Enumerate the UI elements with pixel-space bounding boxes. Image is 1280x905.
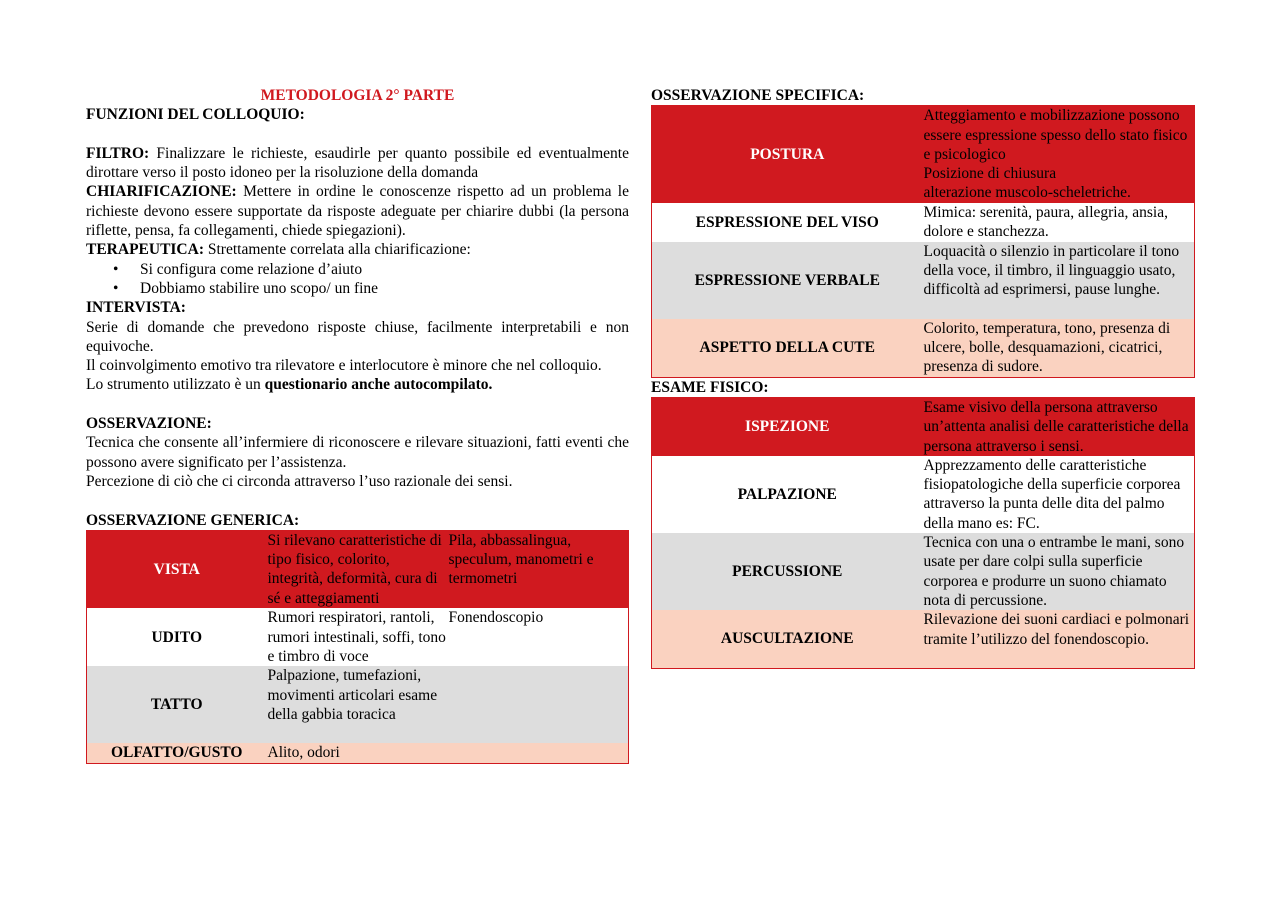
table-row <box>652 533 1195 610</box>
row-tools: Pila, abbassalingua, speculum, manometri e termometri <box>448 530 629 608</box>
specifica-heading: OSSERVAZIONE SPECIFICA: <box>651 87 865 104</box>
bullet-item: • Dobbiamo stabilire uno scopo/ un fine <box>113 279 629 298</box>
row-description: Tecnica con una o entrambe le mani, sono usate per dare colpi sulla superficie corporea e produrre un suono chiamato nota di percussione. <box>923 533 1195 610</box>
chiarificazione-text: Mettere in ordine le conoscenze rispetto ad un problema le richieste devono essere supportate da risposte adeguate per chiarire dubbi (la persona riflette, pensa, fa collegamenti, chiede spiegazioni). <box>86 183 629 240</box>
osservazione-paragraph-1: Tecnica che consente all’infermiere di riconoscere e rilevare situazioni, fatti eventi che possono avere significato per l’assistenza. <box>86 434 629 471</box>
row-tools <box>448 743 629 763</box>
row-description: Colorito, temperatura, tono, presenza di ulcere, bolle, desquamazioni, cicatrici, presenza di sudore. <box>923 319 1195 377</box>
row-description <box>923 106 1195 203</box>
table-row <box>652 106 1195 203</box>
row-label: ESPRESSIONE VERBALE <box>652 242 923 319</box>
table-row <box>87 608 629 666</box>
row-label: VISTA <box>87 530 267 608</box>
row-tools: Fonendoscopio <box>448 608 629 666</box>
table-row <box>652 456 1195 533</box>
intervista-paragraph-2: Il coinvolgimento emotivo tra rilevatore e interlocutore è minore che nel colloquio. <box>86 357 602 375</box>
osservazione-paragraph-2: Percezione di ciò che ci circonda attraverso l’uso razionale dei sensi. <box>86 472 513 490</box>
table-row <box>87 530 629 608</box>
generica-table <box>86 530 629 764</box>
esame-table <box>651 397 1195 669</box>
table-row <box>87 743 629 763</box>
row-description: Rilevazione dei suoni cardiaci e polmonari tramite l’utilizzo del fonendoscopio. <box>923 610 1195 668</box>
filtro-paragraph <box>86 144 629 183</box>
spacer <box>86 491 629 510</box>
esame-heading: ESAME FISICO: <box>651 378 769 396</box>
intervista-p3-text: Lo strumento utilizzato è un <box>86 376 265 394</box>
terapeutica-bullet-list <box>86 260 629 299</box>
row-description: Alito, odori <box>267 743 448 763</box>
row-label: UDITO <box>87 608 267 666</box>
row-label: TATTO <box>87 666 267 743</box>
description-line: Posizione di chiusura <box>923 165 1057 183</box>
description-line: alterazione muscolo-scheletriche. <box>923 184 1131 202</box>
spacer <box>86 395 629 414</box>
terapeutica-paragraph <box>86 240 629 259</box>
filtro-label: FILTRO: <box>86 144 150 162</box>
row-label: OLFATTO/GUSTO <box>87 743 267 763</box>
document-title: METODOLOGIA 2° PARTE <box>260 87 455 104</box>
row-label: ISPEZIONE <box>652 397 923 455</box>
intervista-paragraph-3 <box>86 375 629 394</box>
row-label: POSTURA <box>652 106 923 203</box>
row-description: Rumori respiratori, rantoli, rumori intestinali, soffi, tono e timbro di voce <box>267 609 446 665</box>
row-label: PERCUSSIONE <box>652 533 923 610</box>
filtro-text: Finalizzare le richieste, esaudirle per quanto possibile ed eventualmente dirottare verso il posto idoneo per la risoluzione della domanda <box>86 144 629 182</box>
description-line: Atteggiamento e mobilizzazione possono essere espressione spesso dello stato fisico e psicologico <box>923 107 1188 163</box>
spacer <box>86 125 629 144</box>
row-description: Mimica: serenità, paura, allegria, ansia, dolore e stanchezza. <box>923 203 1195 242</box>
row-label: ESPRESSIONE DEL VISO <box>652 203 923 242</box>
terapeutica-label: TERAPEUTICA: <box>86 241 204 259</box>
intervista-p3-bold: questionario anche autocompilato. <box>264 376 493 394</box>
specifica-table <box>651 105 1195 377</box>
left-column <box>86 86 629 764</box>
table-row <box>652 319 1195 377</box>
table-row <box>87 666 629 743</box>
row-description: Si rilevano caratteristiche di tipo fisico, colorito, integrità, deformità, cura di sé e atteggiamenti <box>267 530 448 608</box>
row-description: Esame visivo della persona attraverso un’attenta analisi delle caratteristiche della persona attraverso i sensi. <box>923 397 1195 455</box>
osservazione-heading: OSSERVAZIONE: <box>86 415 212 433</box>
row-description: Apprezzamento delle caratteristiche fisiopatologiche della superficie corporea attraverso la punta delle dita del palmo della mano es: FC. <box>923 456 1195 533</box>
generica-heading: OSSERVAZIONE GENERICA: <box>86 511 300 529</box>
chiarificazione-paragraph <box>86 182 629 240</box>
row-tools <box>448 666 629 743</box>
colloquio-heading: FUNZIONI DEL COLLOQUIO: <box>86 106 305 124</box>
table-row <box>652 242 1195 319</box>
table-row <box>652 610 1195 668</box>
intervista-paragraph-1: Serie di domande che prevedono risposte chiuse, facilmente interpretabili e non equivoche. <box>86 318 629 355</box>
row-label: ASPETTO DELLA CUTE <box>652 319 923 377</box>
table-row <box>652 397 1195 455</box>
row-label: PALPAZIONE <box>652 456 923 533</box>
bullet-item: • Si configura come relazione d’aiuto <box>113 260 629 279</box>
row-label: AUSCULTAZIONE <box>652 610 923 668</box>
row-description: Loquacità o silenzio in particolare il tono della voce, il timbro, il linguaggio usato, difficoltà ad esprimersi, pause lunghe. <box>923 242 1195 319</box>
row-description: Palpazione, tumefazioni, movimenti articolari esame della gabbia toracica <box>267 666 448 743</box>
right-column <box>651 86 1195 669</box>
chiarificazione-label: CHIARIFICAZIONE: <box>86 183 237 201</box>
intervista-heading: INTERVISTA: <box>86 299 186 317</box>
terapeutica-text: Strettamente correlata alla chiarificazione: <box>203 241 471 259</box>
table-row <box>652 203 1195 242</box>
